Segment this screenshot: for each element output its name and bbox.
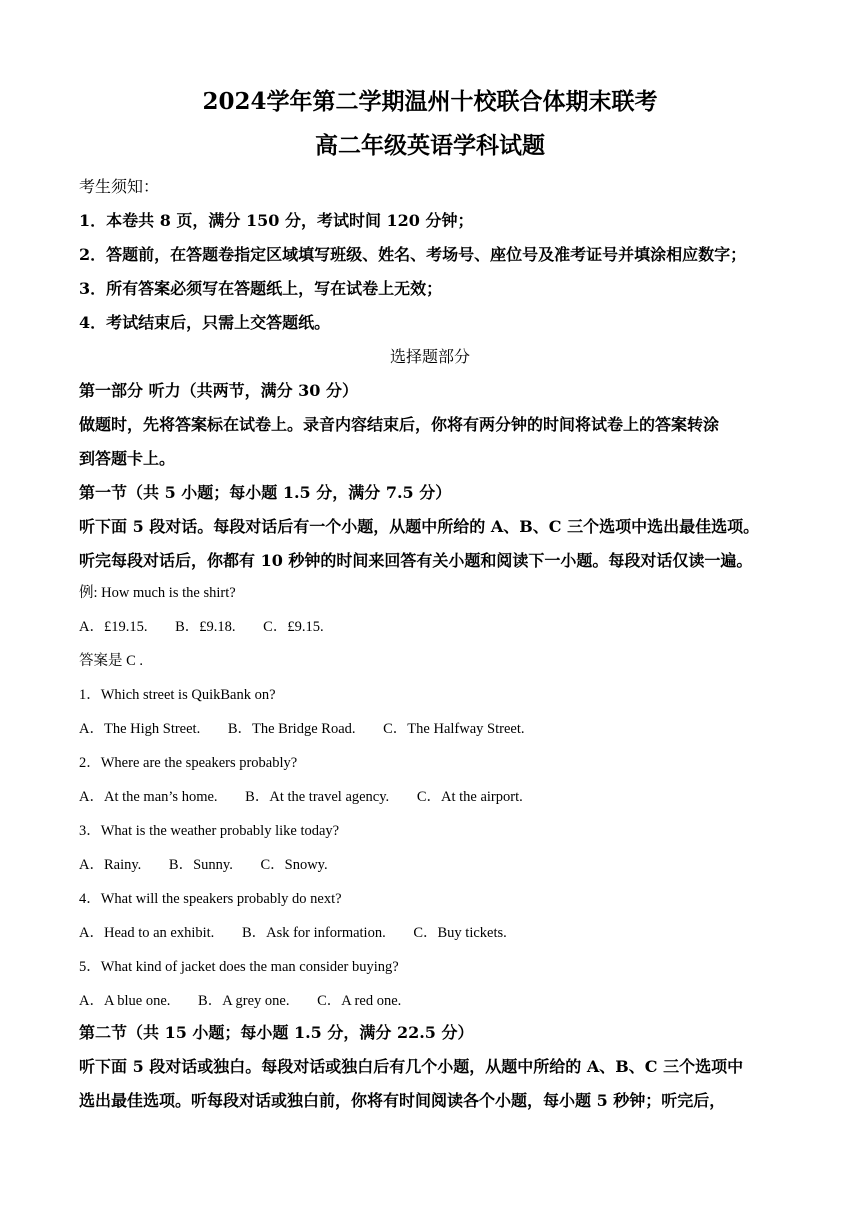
section2-instruction: 选出最佳选项。听每段对话或独白前，你将有时间阅读各个小题，每小题 5 秒钟；听完后， (79, 1091, 726, 1110)
option-b: B．A grey one. (198, 993, 290, 1009)
question-3-options (79, 854, 800, 876)
section2-instruction: 听下面 5 段对话或独白。每段对话或独白后有几个小题，从题中所给的 A、B、C 三个选项中 (79, 1057, 744, 1076)
section1-instruction: 听完每段对话后，你都有 10 秒钟的时间来回答有关小题和阅读下一小题。每段对话仅读一遍。 (79, 551, 753, 570)
question-2-options (79, 786, 800, 808)
notice-item: 2．答题前，在答题卷指定区域填写班级、姓名、考场号、座位号及准考证号并填涂相应数字； (79, 245, 747, 264)
option-b: B．At the travel agency. (245, 789, 390, 805)
exam-subtitle: 高二年级英语学科试题 (315, 132, 545, 159)
option-a: A．£19.15. (79, 619, 148, 635)
option-c: C．Buy tickets. (413, 925, 507, 941)
option-b: B．The Bridge Road. (227, 721, 356, 737)
notice-heading: 考生须知： (79, 177, 160, 196)
question-3: 3．What is the weather probably like today? (79, 823, 340, 839)
question-4: 4．What will the speakers probably do next? (79, 891, 342, 907)
notice-item: 3．所有答案必须写在答题纸上，写在试卷上无效； (79, 279, 443, 298)
section-title: 选择题部分 (389, 347, 470, 366)
option-c: C．A red one. (317, 993, 402, 1009)
part1-instruction: 到答题卡上。 (79, 449, 176, 468)
option-c: C．£9.15. (263, 619, 324, 635)
question-1-options (79, 718, 800, 740)
option-b: B．Ask for information. (241, 925, 386, 941)
notice-item: 1．本卷共 8 页，满分 150 分，考试时间 120 分钟； (79, 211, 474, 230)
option-b: B．Sunny. (168, 857, 233, 873)
option-c: C．The Halfway Street. (383, 721, 525, 737)
option-b: B．£9.18. (175, 619, 236, 635)
option-c: C．Snowy. (260, 857, 328, 873)
option-a: A．The High Street. (79, 721, 201, 737)
example-answer: 答案是 C . (79, 653, 144, 669)
option-c: C．At the airport. (416, 789, 523, 805)
question-4-options (79, 922, 800, 944)
option-a: A．Head to an exhibit. (79, 925, 215, 941)
example-question: 例: How much is the shirt? (79, 585, 236, 601)
section2-heading: 第二节（共 15 小题；每小题 1.5 分，满分 22.5 分） (79, 1023, 474, 1042)
question-2: 2．Where are the speakers probably? (79, 755, 298, 771)
option-a: A．At the man’s home. (79, 789, 218, 805)
part1-instruction: 做题时，先将答案标在试卷上。录音内容结束后，你将有两分钟的时间将试卷上的答案转涂 (79, 415, 720, 434)
exam-title: 2024学年第二学期温州十校联合体期末联考 (202, 88, 658, 115)
section1-heading: 第一节（共 5 小题；每小题 1.5 分，满分 7.5 分） (79, 483, 452, 502)
question-5: 5．What kind of jacket does the man consider buying? (79, 959, 399, 975)
question-5-options (79, 990, 800, 1012)
section1-instruction: 听下面 5 段对话。每段对话后有一个小题，从题中所给的 A、B、C 三个选项中选出最佳选项。 (79, 517, 760, 536)
question-1: 1．Which street is QuikBank on? (79, 687, 276, 703)
option-a: A．A blue one. (79, 993, 171, 1009)
part1-heading: 第一部分 听力（共两节，满分 30 分） (79, 381, 358, 400)
option-a: A．Rainy. (79, 857, 142, 873)
notice-item: 4．考试结束后，只需上交答题纸。 (79, 313, 331, 332)
example-options (79, 616, 800, 638)
